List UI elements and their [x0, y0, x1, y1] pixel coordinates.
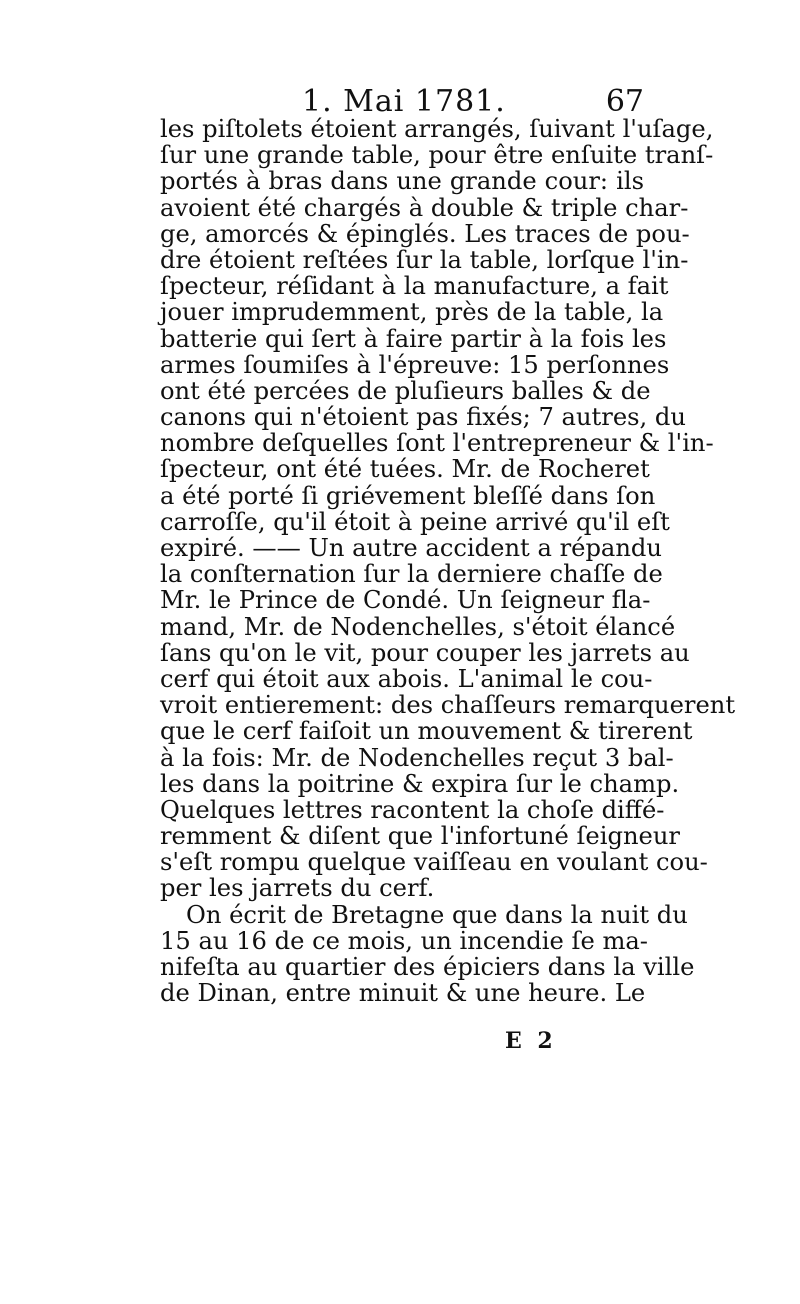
- text-line: carroſſe, qu'il étoit à peine arrivé qu'il eſt: [160, 507, 670, 536]
- text-line: de Dinan, entre minuit & une heure. Le: [160, 979, 646, 1008]
- text-line: s'eſt rompu quelque vaiſſeau en voulant cou-: [160, 848, 708, 877]
- text-line: mand, Mr. de Nodenchelles, s'étoit élancé: [160, 612, 676, 641]
- text-line: nombre deſquelles ſont l'entrepreneur & l'in-: [160, 429, 714, 458]
- text-line: ſans qu'on le vit, pour couper les jarrets au: [160, 638, 690, 667]
- text-line: avoient été chargés à double & triple char-: [160, 193, 689, 222]
- text-line: remment & diſent que l'infortuné ſeigneur: [160, 822, 680, 851]
- text-line: canons qui n'étoient pas fixés; 7 autres, du: [160, 403, 686, 432]
- text-line: expiré. —— Un autre accident a répandu: [160, 534, 662, 562]
- text-line: dre étoient reſtées ſur la table, lorſque l'in-: [160, 245, 689, 274]
- text-line: ont été percées de pluſieurs balles & de: [160, 376, 651, 405]
- page-number: 67: [605, 84, 644, 119]
- text-line: cerf qui étoit aux abois. L'animal le cou-: [160, 664, 653, 693]
- text-line: per les jarrets du cerf.: [160, 874, 435, 903]
- text-line: ge, amorcés & épinglés. Les traces de pou-: [160, 219, 690, 248]
- text-line: jouer imprudemment, près de la table, la: [160, 298, 664, 327]
- text-line: les dans la poitrine & expira ſur le champ.: [160, 769, 680, 798]
- text-line: Quelques lettres racontent la choſe diffé-: [160, 795, 665, 824]
- text-line: a été porté ſi griévement bleſſé dans ſon: [160, 481, 656, 510]
- text-line: ſpecteur, réſidant à la manufacture, a fait: [160, 272, 669, 301]
- text-line: que le cerf faiſoit un mouvement & tirerent: [160, 717, 693, 746]
- text-line: 15 au 16 de ce mois, un incendie ſe ma-: [160, 926, 648, 955]
- text-line: la conſternation ſur la derniere chaſſe de: [160, 560, 663, 589]
- text-line: portés à bras dans une grande cour: ils: [160, 167, 644, 196]
- text-line: armes ſoumiſes à l'épreuve: 15 perſonnes: [160, 350, 670, 379]
- text-line: On écrit de Bretagne que dans la nuit du: [186, 900, 688, 929]
- header-date: 1. Mai 1781.: [302, 84, 506, 119]
- text-line: les piſtolets étoient arrangés, ſuivant l'uſage,: [160, 115, 714, 143]
- text-line: ſur une grande table, pour être enſuite tranſ-: [160, 141, 714, 170]
- text-line: à la fois: Mr. de Nodenchelles reçut 3 bal-: [160, 743, 674, 772]
- text-line: Mr. le Prince de Condé. Un ſeigneur fla-: [160, 586, 651, 615]
- body-text: [160, 115, 736, 1008]
- text-line: vroit entierement: des chaſſeurs remarquerent: [160, 691, 736, 720]
- signature-mark: E 2: [505, 1028, 557, 1054]
- text-line: batterie qui ſert à faire partir à la fois les: [160, 324, 667, 353]
- text-line: nifeſta au quartier des épiciers dans la ville: [160, 953, 695, 981]
- text-line: ſpecteur, ont été tuées. Mr. de Rocheret: [160, 455, 650, 484]
